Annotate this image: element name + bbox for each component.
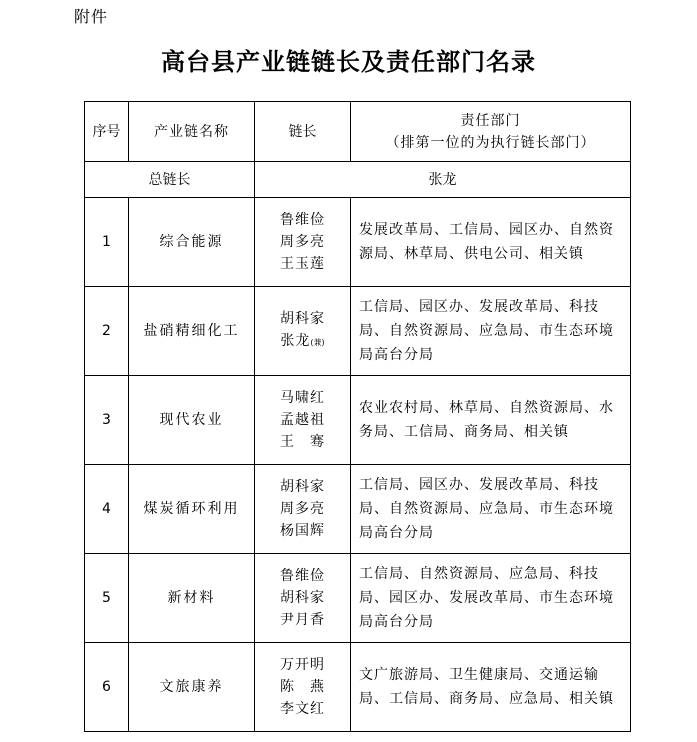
table-row — [85, 198, 631, 287]
header-departments-line2: （排第一位的为执行链长部门） — [385, 134, 596, 151]
leader-name — [255, 431, 350, 453]
leader-name — [255, 330, 350, 354]
leader-name-text: 鲁维俭 — [280, 212, 325, 228]
leader-name-text: 胡科家 — [280, 590, 325, 606]
leader-name — [255, 253, 350, 275]
table-row — [85, 287, 631, 376]
general-leader-label: 总链长 — [85, 162, 255, 198]
row-leaders — [255, 465, 351, 554]
header-leader: 链长 — [255, 102, 351, 162]
leader-name — [255, 520, 350, 542]
general-leader-name: 张龙 — [255, 162, 631, 198]
row-departments: 工信局、园区办、发展改革局、科技局、自然资源局、应急局、市生态环境局高台分局 — [351, 465, 631, 554]
leader-name-text: 杨国辉 — [280, 523, 325, 539]
leader-name-text: 周多亮 — [280, 234, 325, 250]
row-leaders — [255, 198, 351, 287]
leader-name — [255, 476, 350, 498]
leader-name-text: 鲁维俭 — [280, 568, 325, 584]
row-index: 1 — [85, 198, 129, 287]
leader-name-text: 胡科家 — [280, 311, 325, 327]
row-departments: 农业农村局、林草局、自然资源局、水务局、工信局、商务局、相关镇 — [351, 376, 631, 465]
row-chain-name: 综合能源 — [129, 198, 255, 287]
leader-name — [255, 609, 350, 631]
table-row — [85, 376, 631, 465]
document-title: 高台县产业链链长及责任部门名录 — [161, 47, 536, 76]
row-leaders — [255, 554, 351, 643]
leader-name — [255, 676, 350, 698]
row-departments: 发展改革局、工信局、园区办、自然资源局、林草局、供电公司、相关镇 — [351, 198, 631, 287]
leader-name — [255, 587, 350, 609]
leader-name — [255, 231, 350, 253]
table-row — [85, 465, 631, 554]
attachment-label: 附件 — [74, 7, 109, 26]
leader-name-text: 李文红 — [280, 701, 325, 717]
row-chain-name: 盐硝精细化工 — [129, 287, 255, 376]
row-departments: 工信局、园区办、发展改革局、科技局、自然资源局、应急局、市生态环境局高台分局 — [351, 287, 631, 376]
table-row — [85, 643, 631, 732]
leader-name — [255, 387, 350, 409]
header-departments-line1: 责任部门 — [460, 112, 521, 129]
chain-leader-table — [84, 101, 631, 732]
leader-name-text: 马啸红 — [280, 390, 325, 406]
leader-name — [255, 565, 350, 587]
leader-name — [255, 409, 350, 431]
row-chain-name: 煤炭循环利用 — [129, 465, 255, 554]
leader-name — [255, 308, 350, 330]
leader-name — [255, 498, 350, 520]
row-index: 2 — [85, 287, 129, 376]
leader-name — [255, 698, 350, 720]
leader-name-text: 万开明 — [280, 657, 325, 673]
row-leaders — [255, 643, 351, 732]
row-chain-name: 现代农业 — [129, 376, 255, 465]
leader-name-text: 尹月香 — [280, 612, 325, 628]
row-leaders — [255, 376, 351, 465]
header-index: 序号 — [85, 102, 129, 162]
header-chain-name: 产业链名称 — [129, 102, 255, 162]
table-row — [85, 554, 631, 643]
leader-name-text: 陈 燕 — [280, 679, 325, 695]
row-chain-name: 新材料 — [129, 554, 255, 643]
leader-name-text: 王玉莲 — [280, 256, 325, 272]
leader-name-text: 周多亮 — [280, 501, 325, 517]
leader-name-text: 胡科家 — [280, 479, 325, 495]
leader-name-text: 王 骞 — [280, 434, 325, 450]
leader-name — [255, 209, 350, 231]
row-chain-name: 文旅康养 — [129, 643, 255, 732]
row-index: 5 — [85, 554, 129, 643]
header-departments — [351, 102, 631, 162]
row-index: 6 — [85, 643, 129, 732]
row-index: 3 — [85, 376, 129, 465]
row-index: 4 — [85, 465, 129, 554]
leader-name — [255, 654, 350, 676]
row-leaders — [255, 287, 351, 376]
leader-name-text: 孟越祖 — [280, 412, 325, 428]
row-departments: 工信局、自然资源局、应急局、科技局、园区办、发展改革局、市生态环境局高台分局 — [351, 554, 631, 643]
row-departments: 文广旅游局、卫生健康局、交通运输局、工信局、商务局、应急局、相关镇 — [351, 643, 631, 732]
table-header-row — [85, 102, 631, 162]
leader-note: (兼) — [310, 338, 325, 347]
general-leader-row — [85, 162, 631, 198]
leader-name-text: 张龙 — [280, 333, 311, 349]
